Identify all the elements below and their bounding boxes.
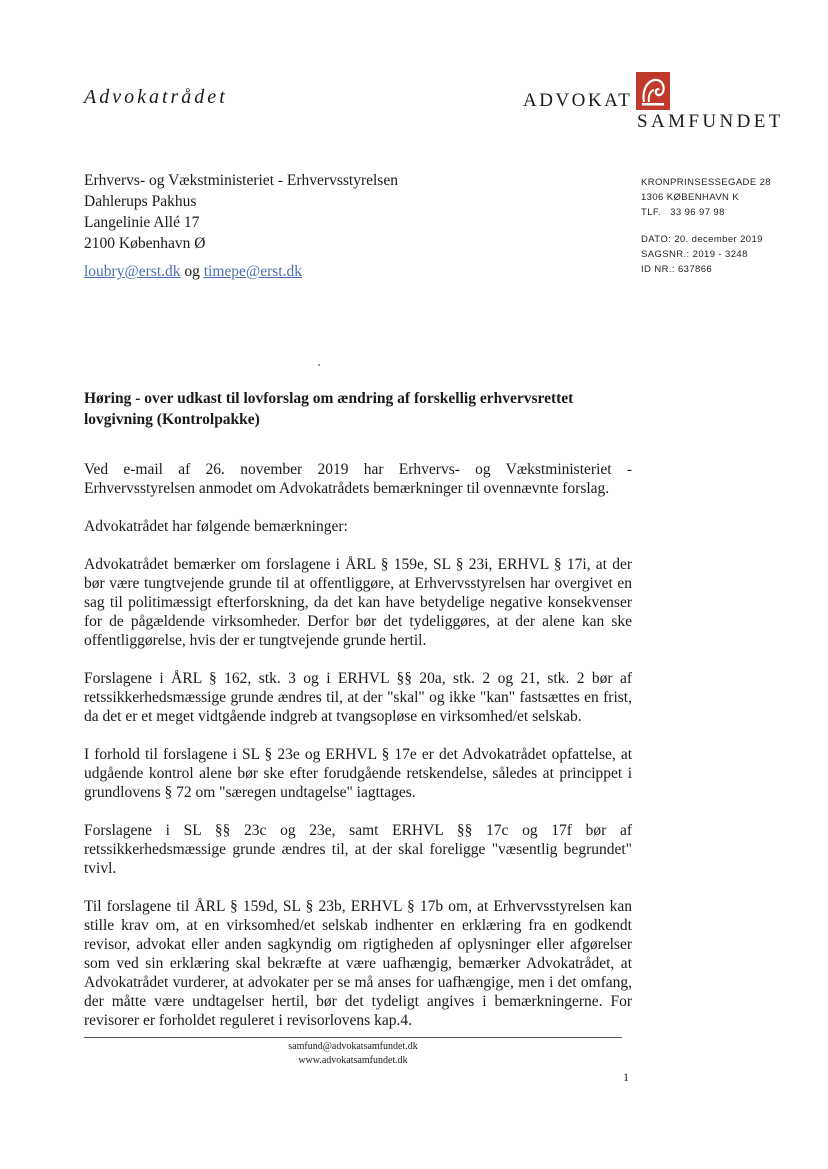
page-number: 1 bbox=[623, 1070, 629, 1084]
id-number: ID NR.: 637866 bbox=[641, 264, 713, 275]
sender-phone: TLF. 33 96 97 98 bbox=[641, 207, 725, 218]
sender-info bbox=[641, 175, 771, 277]
recipient-line: Dahlerups Pakhus bbox=[84, 193, 197, 210]
body-paragraph: Forslagene i ÅRL § 162, stk. 3 og i ERHVL §§ 20a, stk. 2 og 21, stk. 2 bør af retssikkerhedsmæssige grunde ændres til, at der "skal" og ikke "kan" fastsættes en frist, da det er et meget vidtgående indgreb at tvangsopløse en virksomhed/et selskab. bbox=[84, 670, 632, 725]
body-paragraph: Forslagene i SL §§ 23c og 23e, samt ERHVL §§ 17c og 17f bør af retssikkerhedsmæssige grunde ændres til, at der skal foreligge "væsentlig begrundet" tvivl. bbox=[84, 822, 632, 877]
email-joiner: og bbox=[180, 263, 204, 280]
sender-city: 1306 KØBENHAVN K bbox=[641, 192, 740, 203]
advokatsamfundet-logo-icon bbox=[636, 72, 670, 110]
letter-subject: Høring - over udkast til lovforslag om ændring af forskellig erhvervsrettet lovgivning (Kontrolpakke) bbox=[84, 390, 574, 428]
body-paragraph: Advokatrådet bemærker om forslagene i ÅRL § 159e, SL § 23i, ERHVL § 17i, at der bør være tungtvejende grunde til at offentliggøre, at Erhvervsstyrelsen har overgivet en sag til politimæssigt efterforskning, da det kan have betydelige negative konsekvenser for de pågældende virksomheder. Derfor bør det tydeliggøres, at der alene kan ske offentliggørelse, hvis der er tungtvejende grunde hertil. bbox=[84, 556, 632, 649]
recipient-address bbox=[84, 170, 398, 254]
sender-street: KRONPRINSESSEGADE 28 bbox=[641, 177, 771, 188]
body-paragraph: Advokatrådet har følgende bemærkninger: bbox=[84, 518, 348, 535]
footer-web[interactable]: www.advokatsamfundet.dk bbox=[298, 1055, 408, 1066]
recipient-line: Erhvervs- og Vækstministeriet - Erhvervsstyrelsen bbox=[84, 172, 398, 189]
stray-mark bbox=[318, 364, 320, 366]
recipient-line: 2100 København Ø bbox=[84, 235, 206, 252]
footer-email[interactable]: samfund@advokatsamfundet.dk bbox=[288, 1041, 418, 1052]
council-name: Advokatrådet bbox=[84, 86, 228, 108]
email-link-loubry[interactable]: loubry@erst.dk bbox=[84, 263, 181, 280]
footer-divider bbox=[84, 1037, 622, 1038]
body-paragraph: Ved e-mail af 26. november 2019 har Erhvervs- og Vækstministeriet - Erhvervsstyrelsen anmodet om Advokatrådets bemærkninger til ovennævnte forslag. bbox=[84, 461, 632, 497]
logo-text-top: ADVOKAT bbox=[523, 90, 633, 111]
recipient-line: Langelinie Allé 17 bbox=[84, 214, 200, 231]
footer bbox=[84, 1040, 622, 1068]
body-paragraph: I forhold til forslagene i SL § 23e og ERHVL § 17e er det Advokatrådet opfattelse, at udgående kontrol alene bør ske efter forudgående retskendelse, således at princippet i grundlovens § 72 om "særegen undtagelse" iagttages. bbox=[84, 746, 632, 801]
body-paragraph: Til forslagene til ÅRL § 159d, SL § 23b, ERHVL § 17b om, at Erhvervsstyrelsen kan stille krav om, at en virksomhed/et selskab indhenter en erklæring fra en godkendt revisor, advokat eller anden sagkyndig om rigtigheden af oplysninger eller afgørelser som ved sin erklæring skal bekræfte at være uafhængig, bemærker Advokatrådet, at Advokatrådet vurderer, at advokater per se må anses for uafhængige, men i det omfang, der måtte være undtagelser hertil, bør det tydeligt angives i bemærkningerne. For revisorer er forholdet reguleret i revisorlovens kap.4. bbox=[84, 898, 632, 1029]
case-number: SAGSNR.: 2019 - 3248 bbox=[641, 249, 748, 260]
logo-text-bottom: SAMFUNDET bbox=[637, 111, 784, 132]
email-link-timepe[interactable]: timepe@erst.dk bbox=[203, 263, 302, 280]
letter-body bbox=[84, 460, 632, 1049]
letter-date: DATO: 20. december 2019 bbox=[641, 234, 763, 245]
recipient-emails bbox=[84, 263, 302, 281]
